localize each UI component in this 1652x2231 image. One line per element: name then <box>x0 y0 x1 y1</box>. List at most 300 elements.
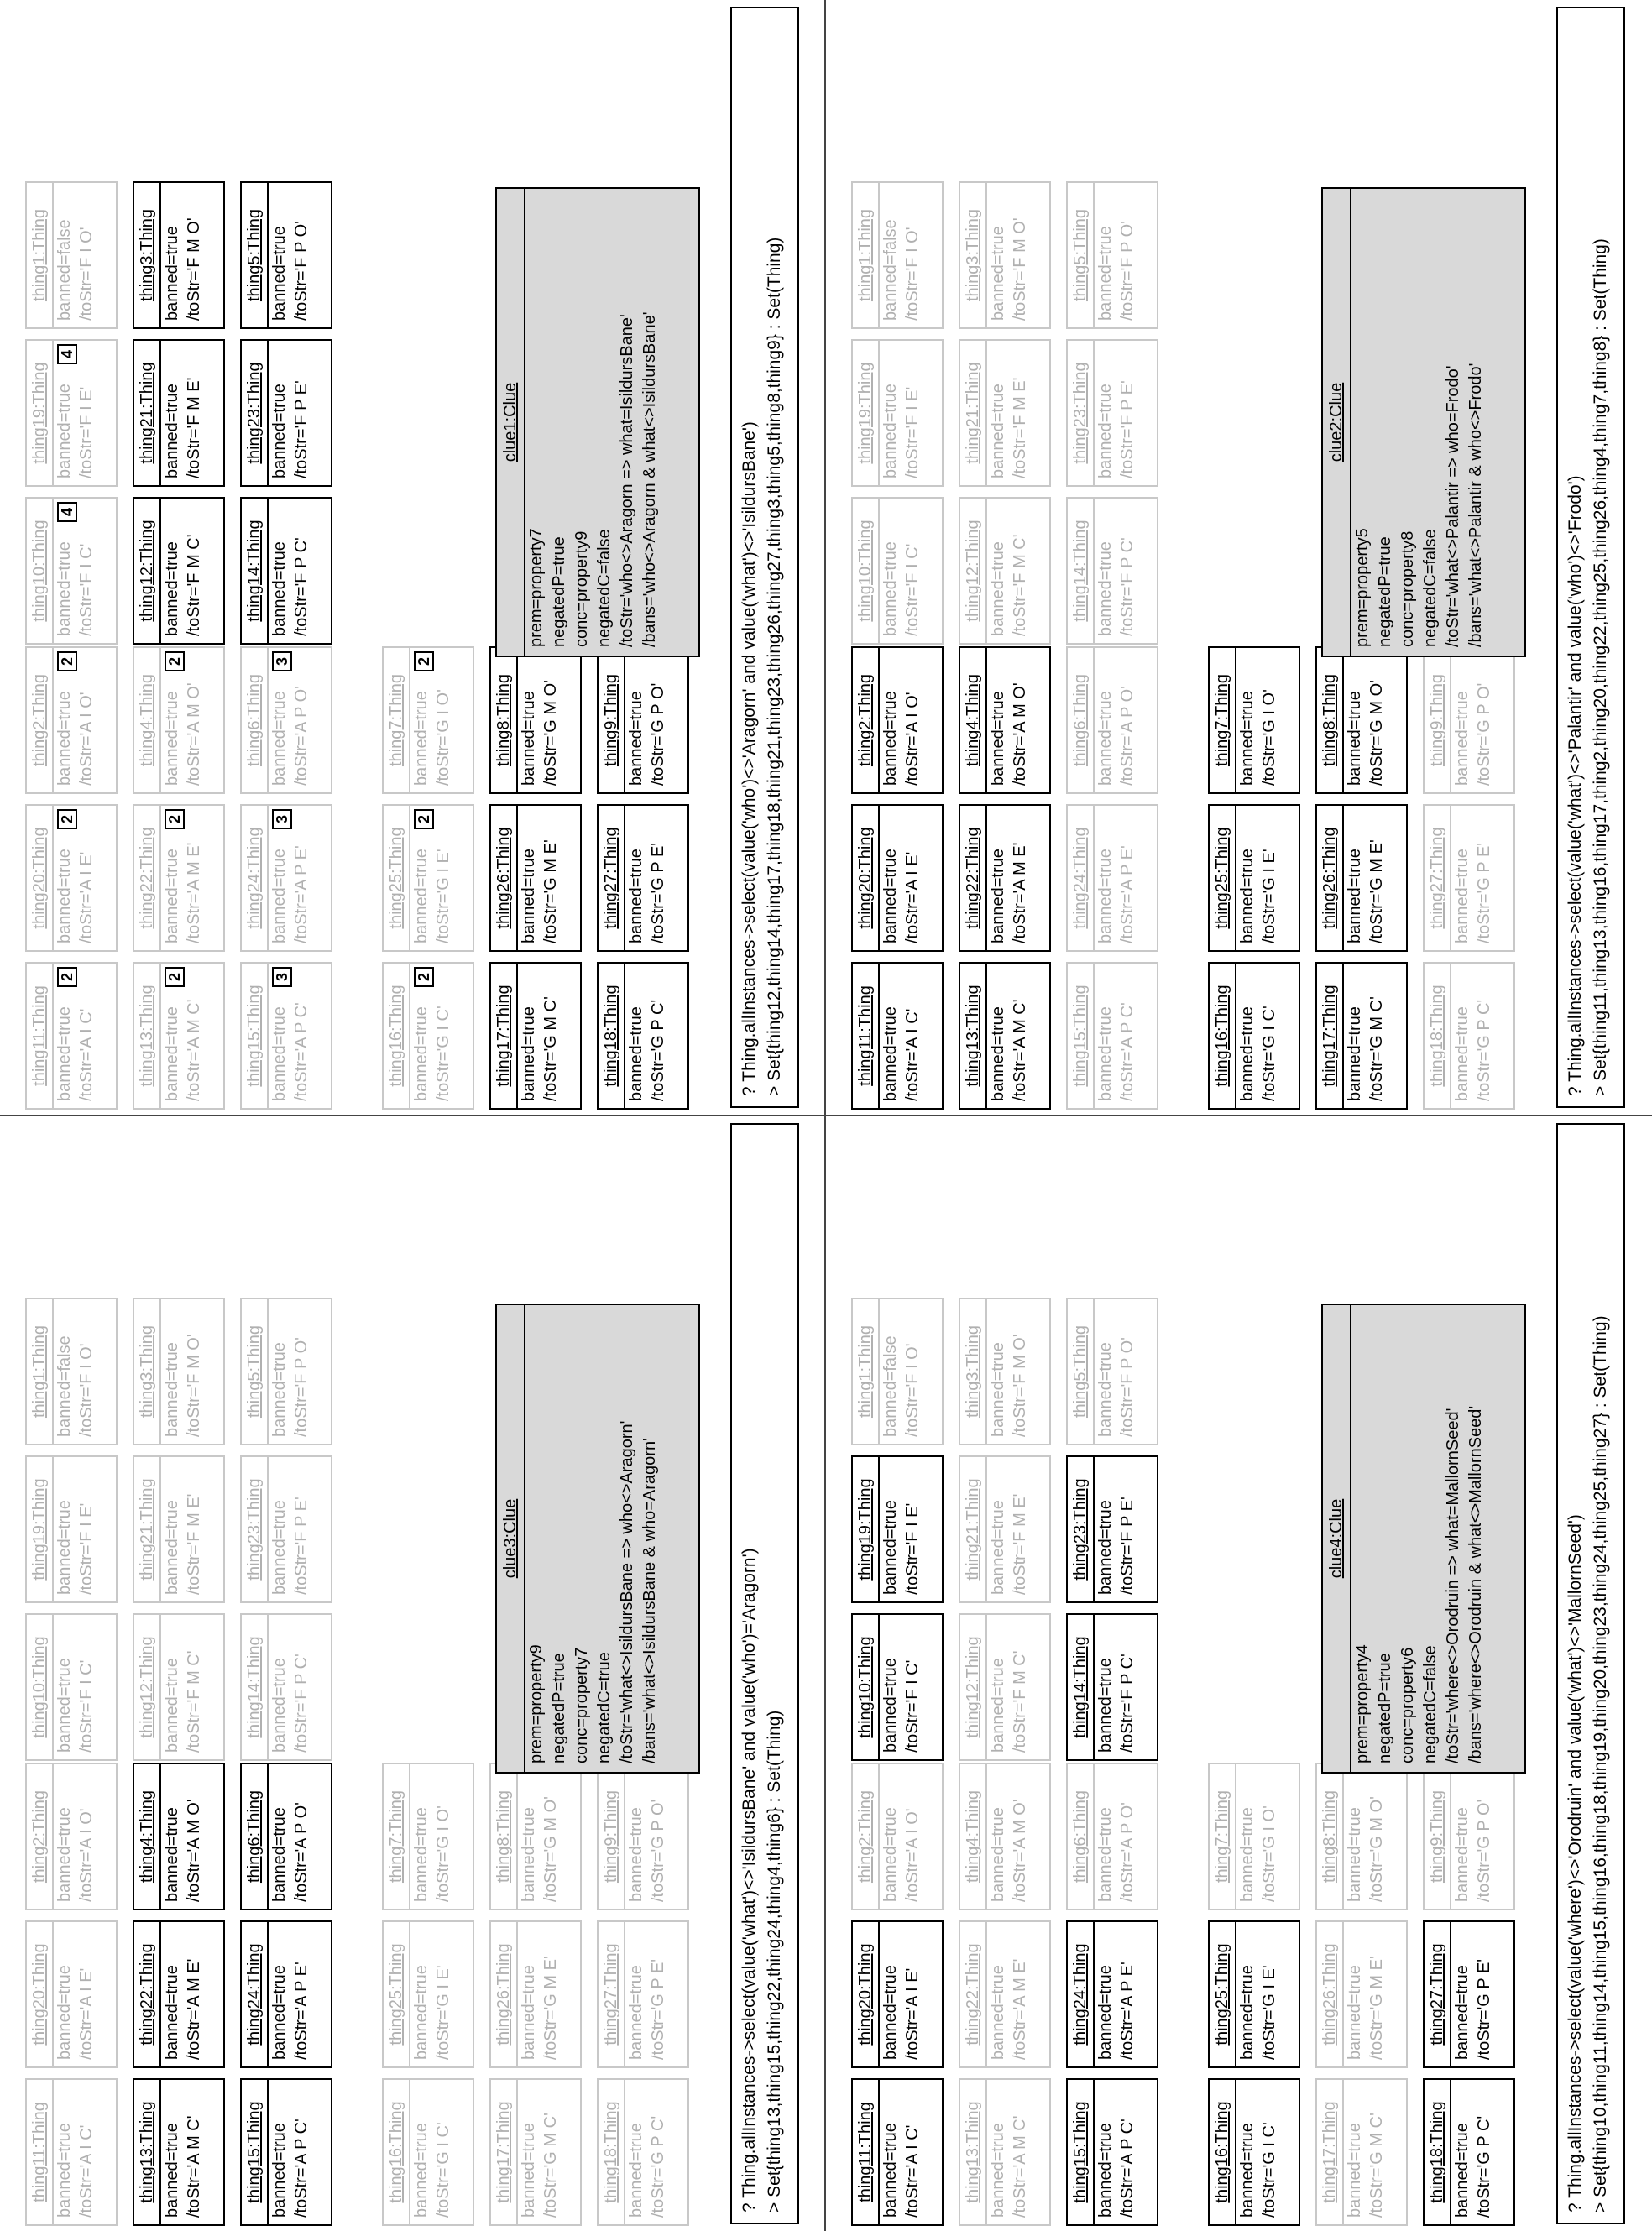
tostr-attribute: /toStr='A I C' <box>77 1008 96 1101</box>
thing-object[interactable] <box>1315 646 1408 794</box>
banned-attribute: banned=true <box>989 541 1007 636</box>
thing-object[interactable] <box>1315 1920 1408 2068</box>
thing-object[interactable] <box>1315 804 1408 952</box>
object-name: thing9:Thing <box>1425 1764 1451 1909</box>
thing-object[interactable] <box>1423 962 1515 1110</box>
clue-attribute: prem=property7 <box>527 528 546 647</box>
thing-object[interactable] <box>959 804 1051 952</box>
thing-object[interactable] <box>133 646 225 794</box>
tostr-attribute: /toStr='G M E' <box>1367 1956 1386 2060</box>
object-name: thing9:Thing <box>599 1764 625 1909</box>
banned-attribute: banned=true <box>881 1500 900 1595</box>
tostr-attribute: /toStr='G I O' <box>434 689 452 786</box>
tostr-attribute: /toStr='G P O' <box>1475 682 1493 786</box>
thing-object[interactable] <box>1066 1920 1158 2068</box>
ocl-query-box <box>1556 1123 1625 2224</box>
thing-object[interactable] <box>1066 646 1158 794</box>
thing-object[interactable] <box>959 181 1051 329</box>
clue-attribute: negatedC=false <box>1421 529 1440 647</box>
thing-object[interactable] <box>597 646 689 794</box>
banned-attribute: banned=true <box>1346 1006 1364 1101</box>
object-name: thing16:Thing <box>1210 2080 1236 2224</box>
tostr-attribute: /toStr='A P C' <box>1118 2119 1137 2218</box>
banned-attribute: banned=true <box>520 1006 538 1101</box>
tostr-attribute: /toStr='F P O' <box>1118 221 1137 321</box>
object-name: thing13:Thing <box>960 2080 987 2224</box>
thing-object[interactable] <box>133 962 225 1110</box>
banned-attribute: banned=true <box>1453 849 1472 943</box>
thing-object[interactable] <box>489 1920 582 2068</box>
object-name: thing20:Thing <box>853 806 880 950</box>
tostr-attribute: /toStr='G I O' <box>1260 1805 1278 1902</box>
thing-object[interactable] <box>1066 181 1158 329</box>
banned-attribute: banned=true <box>270 1500 289 1595</box>
object-name: thing25:Thing <box>1210 1922 1236 2066</box>
banned-attribute: banned=true <box>1453 2123 1472 2218</box>
banned-attribute: banned=true <box>881 1965 900 2060</box>
thing-object[interactable] <box>1066 804 1158 952</box>
thing-object[interactable] <box>1423 1920 1515 2068</box>
thing-object[interactable] <box>489 646 582 794</box>
tostr-attribute: /toStr='A P C' <box>1118 1002 1137 1101</box>
banned-attribute: banned=true <box>520 1807 538 1902</box>
thing-object[interactable] <box>851 497 944 645</box>
panel-4 <box>826 1116 1652 2231</box>
thing-object[interactable] <box>382 1763 474 1910</box>
panel-1 <box>0 0 824 1115</box>
object-name: thing4:Thing <box>134 1764 161 1909</box>
thing-object[interactable] <box>25 1763 118 1910</box>
tostr-attribute: /toStr='F I C' <box>77 1659 96 1753</box>
thing-object[interactable] <box>1066 497 1158 645</box>
clue-attribute: prem=property5 <box>1353 528 1372 647</box>
object-name: thing26:Thing <box>491 1922 518 2066</box>
thing-object[interactable] <box>1423 646 1515 794</box>
tostr-attribute: /toStr='A M C' <box>185 999 203 1101</box>
tostr-attribute: /toStr='F I C' <box>903 1659 922 1753</box>
banned-attribute: banned=true <box>1346 691 1364 786</box>
thing-object[interactable] <box>240 1613 332 1761</box>
thing-object[interactable] <box>851 181 944 329</box>
tostr-attribute: /toStr='A M O' <box>185 682 203 786</box>
object-name: thing23:Thing <box>242 341 269 485</box>
thing-object[interactable] <box>25 1920 118 2068</box>
count-badge: 3 <box>272 809 292 829</box>
object-name: thing17:Thing <box>1317 2080 1344 2224</box>
thing-object[interactable] <box>240 962 332 1110</box>
thing-object[interactable] <box>959 1920 1051 2068</box>
thing-object[interactable] <box>25 646 118 794</box>
clue-name: clue1:Clue <box>497 189 525 656</box>
thing-object[interactable] <box>1315 1763 1408 1910</box>
banned-attribute: banned=true <box>989 226 1007 321</box>
object-name: thing4:Thing <box>134 648 161 792</box>
banned-attribute: banned=true <box>881 384 900 478</box>
thing-object[interactable] <box>133 1613 225 1761</box>
thing-object[interactable] <box>1208 2078 1300 2226</box>
thing-object[interactable] <box>382 1920 474 2068</box>
thing-object[interactable] <box>851 339 944 487</box>
thing-object[interactable] <box>489 1763 582 1910</box>
object-name: thing18:Thing <box>1425 2080 1451 2224</box>
object-name: thing5:Thing <box>242 183 269 327</box>
object-name: thing26:Thing <box>1317 1922 1344 2066</box>
tostr-attribute: /toStr='A I O' <box>903 1808 922 1902</box>
thing-object[interactable] <box>133 497 225 645</box>
thing-object[interactable] <box>240 181 332 329</box>
banned-attribute: banned=true <box>1346 1807 1364 1902</box>
thing-object[interactable] <box>382 804 474 952</box>
banned-attribute: banned=true <box>1096 1342 1115 1437</box>
thing-object[interactable] <box>1423 1763 1515 1910</box>
object-name: thing8:Thing <box>491 648 518 792</box>
banned-attribute: banned=true <box>412 691 431 786</box>
tostr-attribute: /toStr='F P C' <box>1118 1654 1137 1753</box>
banned-attribute: banned=true <box>627 849 646 943</box>
tostr-attribute: /toStr='F I E' <box>77 386 96 478</box>
banned-attribute: banned=true <box>55 691 74 786</box>
tostr-attribute: /toStr='A I C' <box>903 2124 922 2218</box>
thing-object[interactable] <box>959 2078 1051 2226</box>
object-name: thing3:Thing <box>134 183 161 327</box>
tostr-attribute: /toStr='G I C' <box>434 2122 452 2218</box>
thing-object[interactable] <box>25 497 118 645</box>
tostr-attribute: /toStr='A P C' <box>292 1002 311 1101</box>
banned-attribute: banned=true <box>1238 2123 1257 2218</box>
object-name: thing6:Thing <box>1068 648 1095 792</box>
object-name: thing2:Thing <box>27 648 54 792</box>
thing-object[interactable] <box>25 962 118 1110</box>
thing-object[interactable] <box>382 646 474 794</box>
banned-attribute: banned=true <box>627 1965 646 2060</box>
object-name: thing7:Thing <box>384 1764 410 1909</box>
thing-object[interactable] <box>959 497 1051 645</box>
clue-attribute: /bans='where<>Orodruin & what<>MallornSeed' <box>1466 1405 1485 1763</box>
banned-attribute: banned=true <box>55 1965 74 2060</box>
clue-object[interactable] <box>495 187 700 657</box>
thing-object[interactable] <box>25 2078 118 2226</box>
thing-object[interactable] <box>133 181 225 329</box>
thing-object[interactable] <box>597 962 689 1110</box>
banned-attribute: banned=true <box>989 849 1007 943</box>
object-name: thing24:Thing <box>1068 806 1095 950</box>
banned-attribute: banned=true <box>1238 849 1257 943</box>
ocl-result: > Set{thing11,thing13,thing16,thing17,thing2,thing20,thing22,thing25,thing26,thing4,thing7,thing8} : Set(Thing) <box>1591 238 1610 1096</box>
banned-attribute: banned=true <box>412 849 431 943</box>
count-badge: 3 <box>272 651 292 671</box>
banned-attribute: banned=true <box>55 1500 74 1595</box>
thing-object[interactable] <box>25 181 118 329</box>
tostr-attribute: /toStr='F M C' <box>1011 534 1029 636</box>
banned-attribute: banned=false <box>55 219 74 321</box>
tostr-attribute: /toStr='F P O' <box>292 221 311 321</box>
banned-attribute: banned=true <box>1453 1807 1472 1902</box>
clue-attribute: /bans='who<>Aragorn & what<>IsildursBane' <box>640 311 659 647</box>
banned-attribute: banned=true <box>163 849 181 943</box>
object-name: thing3:Thing <box>960 1299 987 1444</box>
thing-object[interactable] <box>851 804 944 952</box>
thing-object[interactable] <box>240 497 332 645</box>
thing-object[interactable] <box>597 1920 689 2068</box>
banned-attribute: banned=true <box>270 541 289 636</box>
object-name: thing12:Thing <box>960 499 987 643</box>
object-name: thing10:Thing <box>853 499 880 643</box>
banned-attribute: banned=true <box>989 1965 1007 2060</box>
thing-object[interactable] <box>133 339 225 487</box>
banned-attribute: banned=true <box>1096 2123 1115 2218</box>
banned-attribute: banned=true <box>270 2123 289 2218</box>
thing-object[interactable] <box>851 1613 944 1761</box>
thing-object[interactable] <box>1066 962 1158 1110</box>
object-name: thing14:Thing <box>1068 499 1095 643</box>
thing-object[interactable] <box>240 804 332 952</box>
banned-attribute: banned=true <box>270 1006 289 1101</box>
thing-object[interactable] <box>489 2078 582 2226</box>
thing-object[interactable] <box>25 339 118 487</box>
thing-object[interactable] <box>133 1298 225 1445</box>
object-name: thing24:Thing <box>1068 1922 1095 2066</box>
thing-object[interactable] <box>597 2078 689 2226</box>
thing-object[interactable] <box>25 804 118 952</box>
thing-object[interactable] <box>240 1763 332 1910</box>
tostr-attribute: /toStr='F P E' <box>292 380 311 478</box>
thing-object[interactable] <box>851 1763 944 1910</box>
tostr-attribute: /toStr='A M O' <box>185 1799 203 1902</box>
thing-object[interactable] <box>489 804 582 952</box>
panel-3 <box>0 1116 824 2231</box>
thing-object[interactable] <box>1208 1920 1300 2068</box>
tostr-attribute: /toStr='G I E' <box>1260 1965 1278 2060</box>
banned-attribute: banned=true <box>1346 849 1364 943</box>
tostr-attribute: /toStr='G P C' <box>1475 999 1493 1101</box>
tostr-attribute: /toStr='G I E' <box>1260 849 1278 943</box>
thing-object[interactable] <box>959 1298 1051 1445</box>
thing-object[interactable] <box>133 1763 225 1910</box>
banned-attribute: banned=true <box>627 2123 646 2218</box>
tostr-attribute: /toStr='F M O' <box>185 1334 203 1437</box>
clue-object[interactable] <box>1321 1304 1526 1774</box>
banned-attribute: banned=true <box>1096 384 1115 478</box>
clue-attribute: conc=property7 <box>572 1647 591 1763</box>
tostr-attribute: /toStr='G M C' <box>541 996 560 1101</box>
thing-object[interactable] <box>959 1455 1051 1603</box>
object-name: thing5:Thing <box>1068 1299 1095 1444</box>
clue-attribute: /toStr='what<>Palantir => who=Frodo' <box>1444 365 1462 647</box>
object-name: thing14:Thing <box>242 499 269 643</box>
count-badge: 2 <box>57 651 77 671</box>
object-name: thing25:Thing <box>1210 806 1236 950</box>
object-name: thing21:Thing <box>134 341 161 485</box>
thing-object[interactable] <box>1066 2078 1158 2226</box>
thing-object[interactable] <box>240 2078 332 2226</box>
tostr-attribute: /toStr='A M E' <box>1011 1958 1029 2060</box>
thing-object[interactable] <box>959 339 1051 487</box>
object-name: thing6:Thing <box>242 1764 269 1909</box>
tostr-attribute: /toStr='A P E' <box>292 845 311 943</box>
thing-object[interactable] <box>851 962 944 1110</box>
thing-object[interactable] <box>1066 1298 1158 1445</box>
banned-attribute: banned=true <box>163 1500 181 1595</box>
banned-attribute: banned=true <box>520 2123 538 2218</box>
count-badge: 2 <box>414 651 434 671</box>
thing-object[interactable] <box>1208 1763 1300 1910</box>
thing-object[interactable] <box>240 1920 332 2068</box>
thing-object[interactable] <box>1423 804 1515 952</box>
tostr-attribute: /toStr='F M E' <box>1011 1493 1029 1595</box>
thing-object[interactable] <box>851 2078 944 2226</box>
banned-attribute: banned=true <box>412 2123 431 2218</box>
thing-object[interactable] <box>597 804 689 952</box>
object-name: thing10:Thing <box>27 1615 54 1759</box>
thing-object[interactable] <box>133 2078 225 2226</box>
tostr-attribute: /toStr='A M C' <box>185 2115 203 2218</box>
thing-object[interactable] <box>1066 1455 1158 1603</box>
thing-object[interactable] <box>1423 2078 1515 2226</box>
object-name: thing13:Thing <box>134 2080 161 2224</box>
banned-attribute: banned=true <box>627 1807 646 1902</box>
tostr-attribute: /toStr='F P E' <box>1118 380 1137 478</box>
count-badge: 2 <box>165 651 185 671</box>
thing-object[interactable] <box>25 1455 118 1603</box>
object-name: thing1:Thing <box>853 183 880 327</box>
thing-object[interactable] <box>133 1920 225 2068</box>
ocl-result: > Set{thing12,thing14,thing17,thing18,thing21,thing23,thing26,thing27,thing3,thing5,thing8,thing9} : Set(Thing) <box>765 237 784 1096</box>
thing-object[interactable] <box>1066 339 1158 487</box>
object-name: thing9:Thing <box>599 648 625 792</box>
object-name: thing14:Thing <box>1068 1615 1095 1759</box>
object-name: thing27:Thing <box>599 1922 625 2066</box>
clue-attribute: conc=property8 <box>1398 530 1417 647</box>
tostr-attribute: /toStr='A P O' <box>1118 1802 1137 1902</box>
object-name: thing12:Thing <box>960 1615 987 1759</box>
banned-attribute: banned=true <box>163 1006 181 1101</box>
tostr-attribute: /toStr='A I O' <box>77 692 96 786</box>
banned-attribute: banned=true <box>989 2123 1007 2218</box>
tostr-attribute: /toStr='G I C' <box>1260 1006 1278 1101</box>
object-name: thing22:Thing <box>960 806 987 950</box>
object-name: thing21:Thing <box>134 1457 161 1601</box>
thing-object[interactable] <box>25 1298 118 1445</box>
tostr-attribute: /toStr='F P C' <box>292 1654 311 1753</box>
thing-object[interactable] <box>851 1298 944 1445</box>
panel-2 <box>826 0 1652 1115</box>
object-name: thing19:Thing <box>853 1457 880 1601</box>
thing-object[interactable] <box>959 1613 1051 1761</box>
thing-object[interactable] <box>1315 2078 1408 2226</box>
object-name: thing2:Thing <box>853 1764 880 1909</box>
count-badge: 4 <box>57 502 77 522</box>
tostr-attribute: /toStr='F M O' <box>1011 1334 1029 1437</box>
clue-attribute: negatedC=false <box>1421 1645 1440 1763</box>
thing-object[interactable] <box>240 1298 332 1445</box>
object-name: thing18:Thing <box>599 2080 625 2224</box>
object-name: thing19:Thing <box>27 1457 54 1601</box>
banned-attribute: banned=true <box>1096 541 1115 636</box>
tostr-attribute: /toStr='F M O' <box>185 217 203 321</box>
object-name: thing7:Thing <box>1210 1764 1236 1909</box>
thing-object[interactable] <box>1315 962 1408 1110</box>
thing-object[interactable] <box>597 1763 689 1910</box>
banned-attribute: banned=true <box>163 541 181 636</box>
banned-attribute: banned=true <box>163 691 181 786</box>
banned-attribute: banned=true <box>163 384 181 478</box>
object-name: thing7:Thing <box>1210 648 1236 792</box>
tostr-attribute: /toStr='G P C' <box>649 2115 667 2218</box>
thing-object[interactable] <box>851 646 944 794</box>
thing-object[interactable] <box>382 2078 474 2226</box>
banned-attribute: banned=true <box>627 691 646 786</box>
tostr-attribute: /toStr='G M O' <box>541 680 560 786</box>
thing-object[interactable] <box>25 1613 118 1761</box>
object-name: thing8:Thing <box>491 1764 518 1909</box>
object-name: thing20:Thing <box>27 806 54 950</box>
object-name: thing13:Thing <box>960 964 987 1108</box>
tostr-attribute: /toStr='F M C' <box>185 1650 203 1753</box>
object-name: thing15:Thing <box>242 2080 269 2224</box>
object-name: thing9:Thing <box>1425 648 1451 792</box>
banned-attribute: banned=true <box>270 384 289 478</box>
banned-attribute: banned=false <box>881 1335 900 1437</box>
thing-object[interactable] <box>240 646 332 794</box>
banned-attribute: banned=true <box>55 2123 74 2218</box>
clue-object[interactable] <box>1321 187 1526 657</box>
thing-object[interactable] <box>959 962 1051 1110</box>
banned-attribute: banned=true <box>881 1807 900 1902</box>
object-name: thing2:Thing <box>853 648 880 792</box>
banned-attribute: banned=true <box>520 691 538 786</box>
object-name: thing27:Thing <box>1425 1922 1451 2066</box>
thing-object[interactable] <box>240 1455 332 1603</box>
thing-object[interactable] <box>240 339 332 487</box>
object-name: thing21:Thing <box>960 341 987 485</box>
thing-object[interactable] <box>959 1763 1051 1910</box>
banned-attribute: banned=true <box>881 849 900 943</box>
tostr-attribute: /toStr='F P O' <box>1118 1337 1137 1437</box>
thing-object[interactable] <box>133 1455 225 1603</box>
thing-object[interactable] <box>489 962 582 1110</box>
tostr-attribute: /toStr='G M E' <box>1367 839 1386 943</box>
thing-object[interactable] <box>382 962 474 1110</box>
banned-attribute: banned=true <box>270 1658 289 1753</box>
tostr-attribute: /toStr='A P E' <box>1118 845 1137 943</box>
object-name: thing14:Thing <box>242 1615 269 1759</box>
thing-object[interactable] <box>959 646 1051 794</box>
banned-attribute: banned=true <box>163 1658 181 1753</box>
tostr-attribute: /toStr='F P E' <box>292 1497 311 1595</box>
thing-object[interactable] <box>851 1920 944 2068</box>
banned-attribute: banned=true <box>881 1658 900 1753</box>
tostr-attribute: /toStr='F I O' <box>903 227 922 321</box>
clue-object[interactable] <box>495 1304 700 1774</box>
object-name: thing11:Thing <box>27 2080 54 2224</box>
thing-object[interactable] <box>1208 804 1300 952</box>
object-name: thing11:Thing <box>853 964 880 1108</box>
object-name: thing2:Thing <box>27 1764 54 1909</box>
object-name: thing7:Thing <box>384 648 410 792</box>
tostr-attribute: /toStr='G P E' <box>649 1958 667 2060</box>
thing-object[interactable] <box>1066 1613 1158 1761</box>
thing-object[interactable] <box>1208 646 1300 794</box>
thing-object[interactable] <box>1208 962 1300 1110</box>
banned-attribute: banned=true <box>1096 849 1115 943</box>
thing-object[interactable] <box>133 804 225 952</box>
object-name: thing27:Thing <box>1425 806 1451 950</box>
banned-attribute: banned=true <box>270 849 289 943</box>
thing-object[interactable] <box>1066 1763 1158 1910</box>
thing-object[interactable] <box>851 1455 944 1603</box>
count-badge: 4 <box>57 344 77 364</box>
ocl-query: ? Thing.allInstances->select(value('who')<>'Aragorn' and value('what')<>'IsildursBane') <box>740 421 759 1096</box>
